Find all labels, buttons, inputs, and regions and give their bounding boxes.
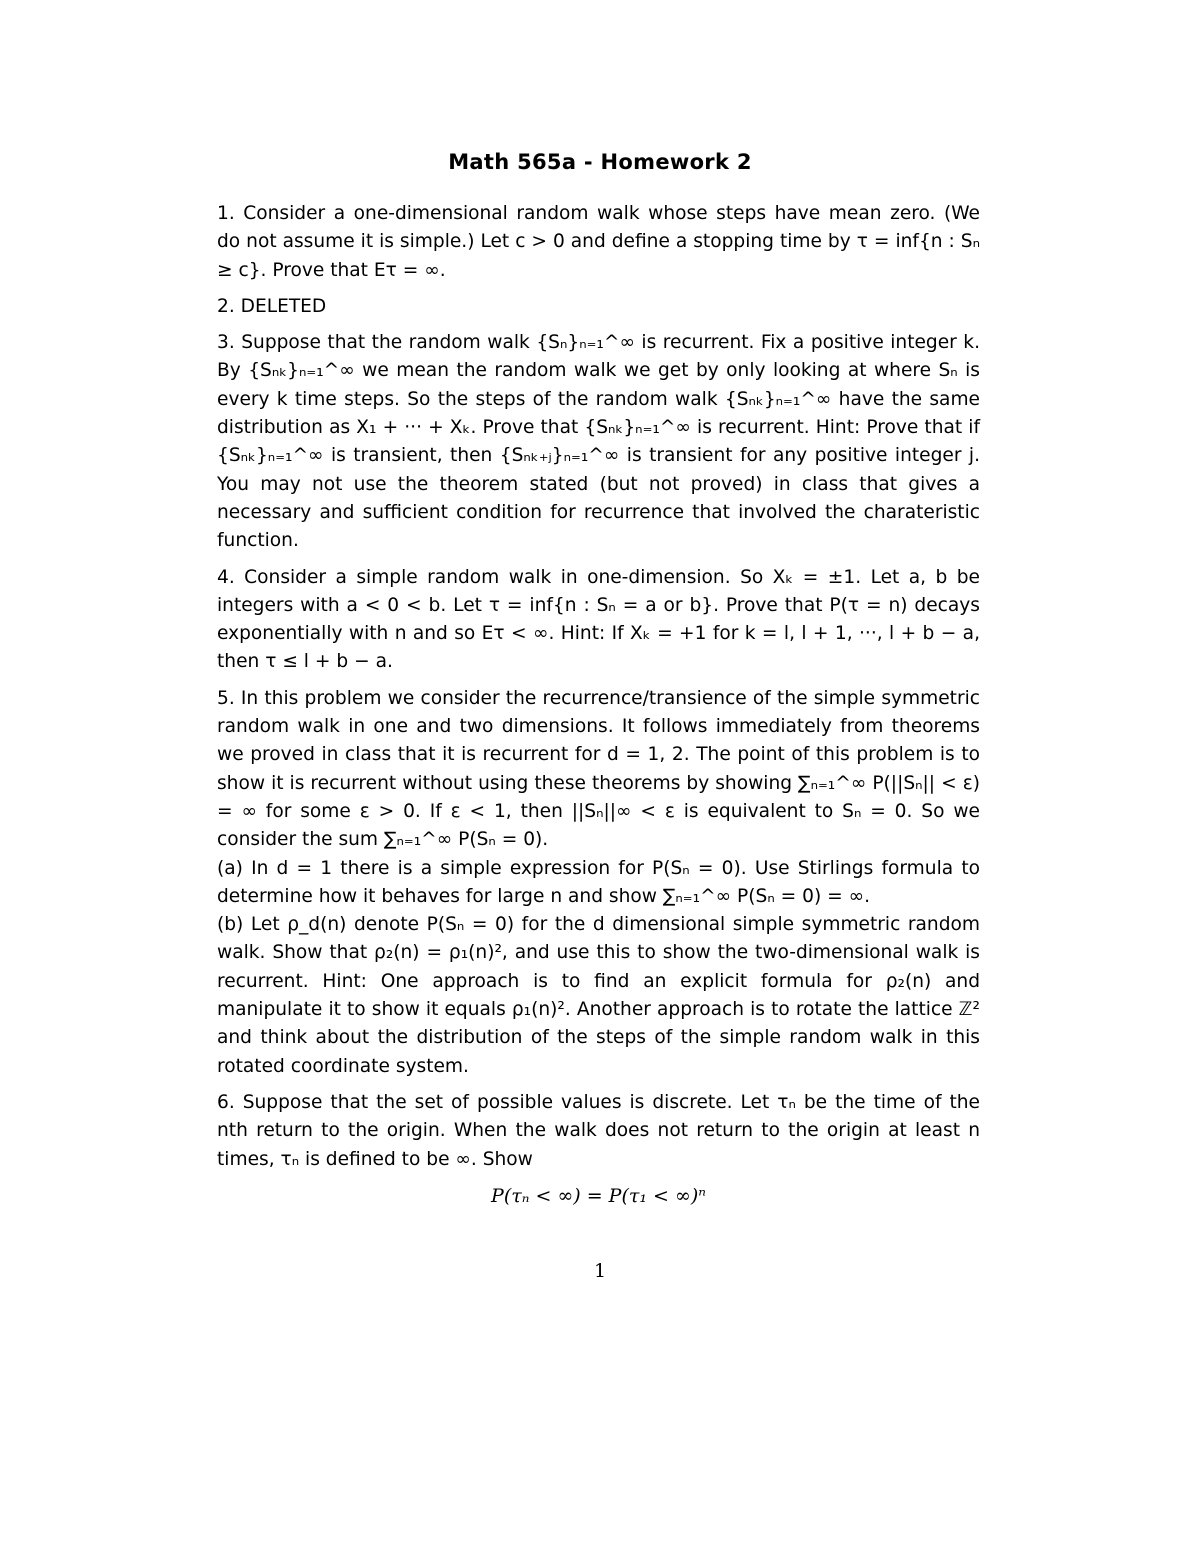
page-title: Math 565a - Homework 2 xyxy=(448,150,752,174)
page-number: 1 xyxy=(593,1260,607,1282)
problem-5: 5. In this problem we consider the recurrence/transience of the simple symmetric random walk in one and two dimensions. It follows immediately from theorems we proved in class that it is recurrent for d = 1, 2. The point of this problem is to show it is recurrent without using these theorems by showing ∑ₙ₌₁^∞ P(||Sₙ|| < ε) = ∞ for some ε > 0. If ε < 1, then ||Sₙ||∞ < ε is equivalent to Sₙ = 0. So we consider the sum ∑ₙ₌₁^∞ P(Sₙ = 0). xyxy=(217,687,980,851)
display-formula: P(τₙ < ∞) = P(τ₁ < ∞)ⁿ xyxy=(491,1184,706,1207)
problem-3: 3. Suppose that the random walk {Sₙ}ₙ₌₁^∞ is recurrent. Fix a positive integer k. By {Sₙₖ}ₙ₌₁^∞ we mean the random walk we get by only looking at where Sₙ is every k time steps. So the steps of the random walk {Sₙₖ}ₙ₌₁^∞ have the same distribution as X₁ + ··· + Xₖ. Prove that {Sₙₖ}ₙ₌₁^∞ is recurrent. Hint: Prove that if {Sₙₖ}ₙ₌₁^∞ is transient, then {Sₙₖ₊ⱼ}ₙ₌₁^∞ is transient for any positive integer j. You may not use the theorem stated (but not proved) in class that gives a necessary and sufficient condition for recurrence that involved the charateristic function. xyxy=(217,332,980,552)
problem-4: 4. Consider a simple random walk in one-dimension. So Xₖ = ±1. Let a, b be integers with a < 0 < b. Let τ = inf{n : Sₙ = a or b}. Prove that P(τ = n) decays exponentially with n and so Eτ < ∞. Hint: If Xₖ = +1 for k = l, l + 1, ···, l + b − a, then τ ≤ l + b − a. xyxy=(217,566,980,673)
problem-5-block xyxy=(217,685,980,1081)
problem-5-part-a: (a) In d = 1 there is a simple expression for P(Sₙ = 0). Use Stirlings formula to determine how it behaves for large n and show ∑ₙ₌₁^∞ P(Sₙ = 0) = ∞. xyxy=(217,857,980,907)
problem-5-part-b: (b) Let ρ_d(n) denote P(Sₙ = 0) for the d dimensional simple symmetric random walk. Show that ρ₂(n) = ρ₁(n)², and use this to show the two-dimensional walk is recurrent. Hint: One approach is to find an explicit formula for ρ₂(n) and manipulate it to show it equals ρ₁(n)². Another approach is to rotate the lattice ℤ² and think about the distribution of the steps of the simple random walk in this rotated coordinate system. xyxy=(217,914,980,1077)
problem-6: 6. Suppose that the set of possible values is discrete. Let τₙ be the time of the nth return to the origin. When the walk does not return to the origin at least n times, τₙ is defined to be ∞. Show xyxy=(217,1091,980,1170)
problem-2: 2. DELETED xyxy=(217,295,327,317)
problem-1: 1. Consider a one-dimensional random walk whose steps have mean zero. (We do not assume it is simple.) Let c > 0 and define a stopping time by τ = inf{n : Sₙ ≥ c}. Prove that Eτ = ∞. xyxy=(217,203,980,281)
problem-list xyxy=(217,200,980,1210)
